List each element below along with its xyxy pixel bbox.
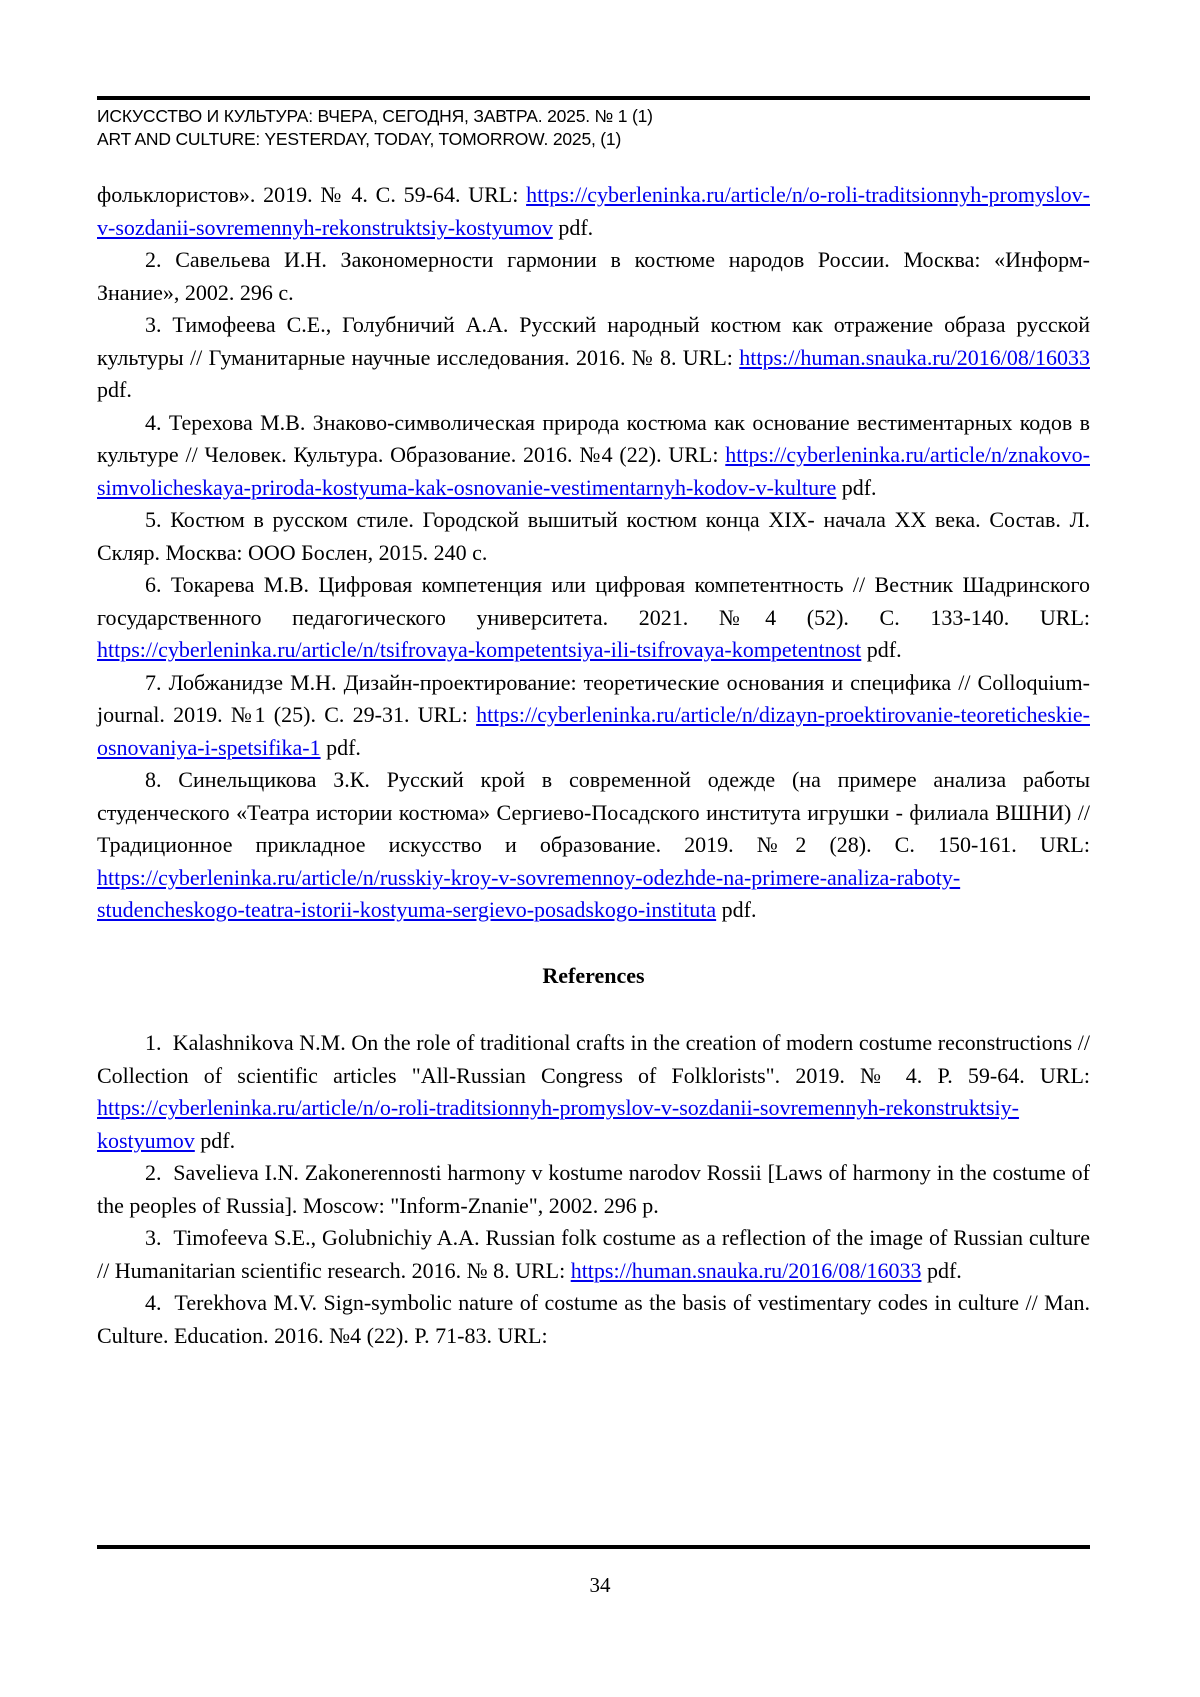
reference-text: pdf. <box>836 474 877 500</box>
reference-text: pdf. <box>320 734 361 760</box>
page-number: 34 <box>589 1573 611 1597</box>
reference-text: pdf. <box>861 637 902 662</box>
footer-rule <box>97 1545 1090 1549</box>
reference-item <box>97 569 1090 667</box>
reference-text: 5. Костюм в русском стиле. Городской вышитый костюм конца XIX- начала XX века. Состав. Л. Скляр. Москва: ООО Бослен, 2015. 240 с. <box>97 507 1090 565</box>
reference-text: 2. Савельева И.Н. Закономерности гармонии в костюме народов России. Москва: «Информ-Знание», 2002. 296 с. <box>97 247 1090 305</box>
reference-text: pdf. <box>716 897 757 922</box>
reference-url-link[interactable]: https://cyberleninka.ru/article/n/tsifrovaya-kompetentsiya-ili-tsifrovaya-kompetentnost <box>97 637 862 662</box>
reference-text: 4. Терехова М.В. Знаково-символическая природа костюма как основание вестиментарных кодов в культуре // Человек. Культура. Образование. 2016. №4 (22). URL: <box>97 409 1090 467</box>
reference-item <box>97 309 1090 407</box>
references-en-list <box>97 1027 1090 1352</box>
reference-text: 8. Синельщикова З.К. Русский крой в современной одежде (на примере анализа работы студенческого «Театра истории костюма» Сергиево-Посадского института игрушки - филиала ВШНИ) // Традиционное прикладное искусство и образование. 2019. №2 (28). С. 150-161. URL: <box>97 767 1090 857</box>
reference-item <box>97 179 1090 244</box>
reference-text: 4. Terekhova M.V. Sign-symbolic nature of costume as the basis of vestimentary codes in culture // Man. Culture. Education. 2016. №4 (22). P. 71-83. URL: <box>97 1290 1090 1348</box>
reference-url-link[interactable]: https://cyberleninka.ru/article/n/dizayn-proektirovanie-teoreticheskie-osnovaniya-i-spetsifika-1 <box>97 702 1090 760</box>
reference-item <box>97 1157 1090 1222</box>
reference-item <box>97 244 1090 309</box>
page-body <box>97 179 1090 1352</box>
running-header <box>97 105 1090 151</box>
references-ru-list <box>97 179 1090 927</box>
header-rule <box>97 96 1090 100</box>
reference-url-link[interactable]: https://cyberleninka.ru/article/n/o-roli-traditsionnyh-promyslov-v-sozdanii-sovremennyh-rekonstruktsiy-kostyumov <box>97 1095 1019 1153</box>
reference-item <box>97 407 1090 505</box>
reference-text: pdf. <box>921 1257 962 1283</box>
reference-item <box>97 764 1090 927</box>
reference-text: pdf. <box>552 214 594 240</box>
reference-text: 3. Timofeeva S.E., Golubnichiy A.A. Russian folk costume as a reflection of the image of Russian culture // Humanitarian scientific research. 2016. № 8. URL: <box>97 1225 1090 1283</box>
reference-text: pdf. <box>97 377 132 402</box>
reference-text: 6. Токарева М.В. Цифровая компетенция или цифровая компетентность // Вестник Шадринского государственного педагогического университета. 2021. №4 (52). С. 133-140. URL: <box>97 572 1090 630</box>
reference-url-link[interactable]: https://cyberleninka.ru/article/n/russkiy-kroy-v-sovremennoy-odezhde-na-primere-analiza-raboty-studencheskogo-teatra-istorii-kostyuma-sergievo-posadskogo-instituta <box>97 864 961 922</box>
reference-url-link[interactable]: https://cyberleninka.ru/article/n/o-roli-traditsionnyh-promyslov-v-sozdanii-sovremennyh-rekonstruktsiy-kostyumov <box>97 182 1090 240</box>
reference-item <box>97 1222 1090 1287</box>
reference-item <box>97 667 1090 765</box>
reference-text: фольклористов». 2019. № 4. С. 59-64. URL: <box>97 182 527 207</box>
journal-title-en: ART AND CULTURE: YESTERDAY, TODAY, TOMORROW. 2025, (1) <box>97 129 622 149</box>
reference-item <box>97 504 1090 569</box>
reference-text: 7. Лобжанидзе М.Н. Дизайн-проектирование: теоретические основания и специфика // Colloquium-journal. 2019. №1 (25). С. 29-31. URL: <box>97 669 1090 727</box>
reference-url-link[interactable]: https://human.snauka.ru/2016/08/16033 <box>570 1257 922 1283</box>
reference-url-link[interactable]: https://cyberleninka.ru/article/n/znakovo-simvolicheskaya-priroda-kostyuma-kak-osnovanie-vestimentarnyh-kodov-v-kulture <box>97 442 1090 500</box>
reference-url-link[interactable]: https://human.snauka.ru/2016/08/16033 <box>739 344 1090 370</box>
reference-item <box>97 1287 1090 1352</box>
reference-text: 2. Savelieva I.N. Zakonerennosti harmony v kostume narodov Rossii [Laws of harmony in the costume of the peoples of Russia]. Moscow: "Inform-Znanie", 2002. 296 p. <box>97 1160 1090 1218</box>
journal-title-ru: ИСКУССТВО И КУЛЬТУРА: ВЧЕРА, СЕГОДНЯ, ЗАВТРА. 2025. № 1 (1) <box>97 106 653 126</box>
reference-item <box>97 1027 1090 1157</box>
references-heading: References <box>542 962 645 988</box>
reference-text: 3. Тимофеева С.Е., Голубничий А.А. Русский народный костюм как отражение образа русской культуры // Гуманитарные научные исследования. 2016. № 8. URL: <box>97 312 1090 370</box>
reference-text: pdf. <box>194 1127 236 1153</box>
reference-text: 1. Kalashnikova N.M. On the role of traditional crafts in the creation of modern costume reconstructions // Collection of scientific articles "All-Russian Congress of Folklorists". 2019. № 4. P. 59-64. URL: <box>97 1030 1090 1088</box>
